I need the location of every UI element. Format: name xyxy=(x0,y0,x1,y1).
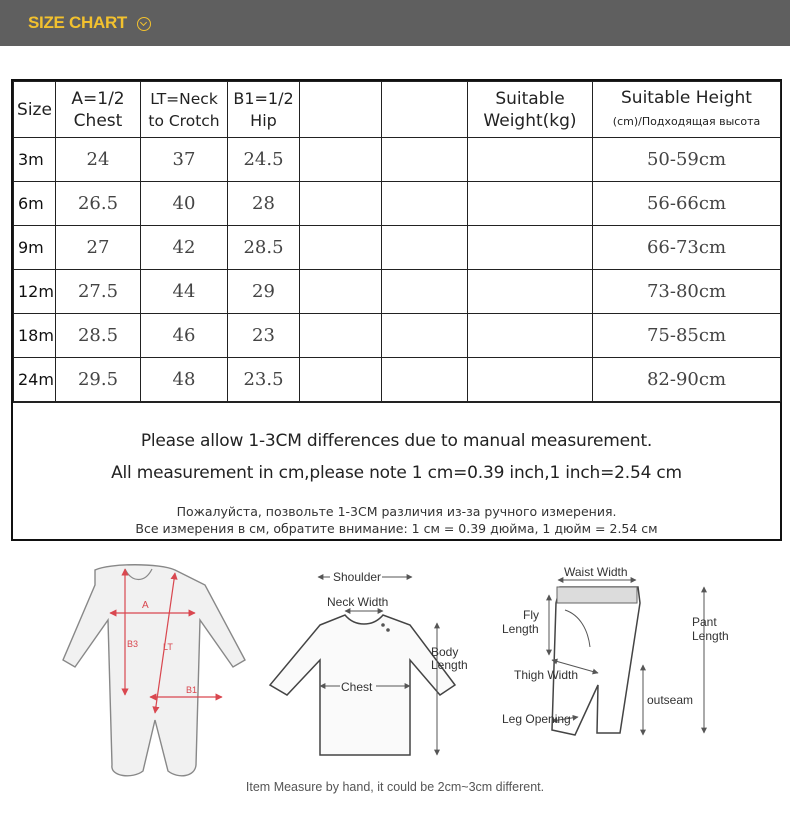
label-pant-length: Length xyxy=(692,629,729,643)
hip-cell: 24.5 xyxy=(228,138,300,182)
length-cell: 46 xyxy=(141,314,228,358)
label-a: A xyxy=(142,600,149,611)
height-cell: 50-59cm xyxy=(593,138,781,182)
chest-cell: 26.5 xyxy=(56,182,141,226)
size-cell: 6m xyxy=(14,182,56,226)
chest-cell: 27 xyxy=(56,226,141,270)
table-body xyxy=(14,138,781,402)
label-pant: Pant xyxy=(692,615,717,629)
label-body: Body xyxy=(431,645,459,659)
size-cell: 9m xyxy=(14,226,56,270)
empty-cell xyxy=(300,226,382,270)
header-length: LT=Neck to Crotch xyxy=(141,82,228,138)
empty-cell xyxy=(382,226,468,270)
label-thigh-width: Thigh Width xyxy=(514,668,579,682)
label-body-length: Length xyxy=(431,658,468,672)
label-fly: Fly xyxy=(523,608,539,622)
header-weight: Suitable Weight(kg) xyxy=(468,82,593,138)
hip-cell: 28.5 xyxy=(228,226,300,270)
weight-cell xyxy=(468,182,593,226)
length-cell: 37 xyxy=(141,138,228,182)
label-outseam: outseam xyxy=(647,693,694,707)
table-row xyxy=(14,138,781,182)
hip-cell: 29 xyxy=(228,270,300,314)
height-cell: 73-80cm xyxy=(593,270,781,314)
empty-cell xyxy=(300,270,382,314)
height-cell: 82-90cm xyxy=(593,358,781,402)
table-row xyxy=(14,270,781,314)
size-table xyxy=(11,79,782,541)
note-en-1: Please allow 1-3CM differences due to manual measurement. xyxy=(140,431,653,451)
empty-cell xyxy=(382,314,468,358)
weight-cell xyxy=(468,314,593,358)
size-cell: 18m xyxy=(14,314,56,358)
length-cell: 44 xyxy=(141,270,228,314)
label-neck-width: Neck Width xyxy=(327,595,389,609)
length-cell: 40 xyxy=(141,182,228,226)
size-table-grid xyxy=(13,81,781,402)
height-cell: 56-66cm xyxy=(593,182,781,226)
size-cell: 3m xyxy=(14,138,56,182)
empty-cell xyxy=(300,314,382,358)
romper-diagram xyxy=(63,565,245,776)
size-cell: 24m xyxy=(14,358,56,402)
hip-cell: 23.5 xyxy=(228,358,300,402)
weight-cell xyxy=(468,358,593,402)
header-empty-2 xyxy=(382,82,468,138)
empty-cell xyxy=(300,358,382,402)
pants-diagram xyxy=(502,565,729,735)
height-cell: 75-85cm xyxy=(593,314,781,358)
measurement-notes xyxy=(13,402,780,546)
height-cell: 66-73cm xyxy=(593,226,781,270)
table-row xyxy=(14,226,781,270)
empty-cell xyxy=(382,182,468,226)
empty-cell xyxy=(382,138,468,182)
hip-cell: 23 xyxy=(228,314,300,358)
header-chest: A=1/2 Chest xyxy=(56,82,141,138)
romper-outline xyxy=(63,565,245,776)
label-leg-opening: Leg Opening xyxy=(502,712,571,726)
chest-cell: 29.5 xyxy=(56,358,141,402)
top-diagram xyxy=(270,569,468,755)
header-title: SIZE CHART xyxy=(28,13,128,32)
length-cell: 42 xyxy=(141,226,228,270)
chest-cell: 27.5 xyxy=(56,270,141,314)
label-b1: B1 xyxy=(186,685,198,695)
chevron-circle-icon xyxy=(137,17,151,31)
size-chart-header xyxy=(0,0,790,46)
table-row xyxy=(14,314,781,358)
size-cell: 12m xyxy=(14,270,56,314)
label-b3: B3 xyxy=(127,639,139,649)
length-cell: 48 xyxy=(141,358,228,402)
diagrams-svg xyxy=(0,555,790,780)
chest-cell: 28.5 xyxy=(56,314,141,358)
header-empty-1 xyxy=(300,82,382,138)
footer-note: Item Measure by hand, it could be 2cm~3cm different. xyxy=(245,780,545,794)
header-hip: B1=1/2 Hip xyxy=(228,82,300,138)
label-shoulder: Shoulder xyxy=(333,570,382,584)
header-size: Size xyxy=(14,82,56,138)
weight-cell xyxy=(468,138,593,182)
header-height: Suitable Height (cm)/Подходящая высота xyxy=(593,82,781,138)
weight-cell xyxy=(468,226,593,270)
empty-cell xyxy=(300,182,382,226)
label-waist-width: Waist Width xyxy=(564,565,628,579)
chest-cell: 24 xyxy=(56,138,141,182)
hip-cell: 28 xyxy=(228,182,300,226)
table-header-row xyxy=(14,82,781,138)
empty-cell xyxy=(382,358,468,402)
empty-cell xyxy=(382,270,468,314)
note-en-2: All measurement in cm,please note 1 cm=0.39 inch,1 inch=2.54 cm xyxy=(111,463,682,483)
label-lt: LT xyxy=(163,642,173,652)
label-fly-length: Length xyxy=(502,622,539,636)
empty-cell xyxy=(300,138,382,182)
table-row xyxy=(14,358,781,402)
label-chest: Chest xyxy=(341,680,373,694)
weight-cell xyxy=(468,270,593,314)
table-row xyxy=(14,182,781,226)
note-ru-1: Пожалуйста, позвольте 1-3CM различия из-за ручного измерения. xyxy=(176,504,617,519)
note-ru-2: Все измерения в см, обратите внимание: 1 см = 0.39 дюйма, 1 дюйм = 2.54 см xyxy=(135,521,658,536)
